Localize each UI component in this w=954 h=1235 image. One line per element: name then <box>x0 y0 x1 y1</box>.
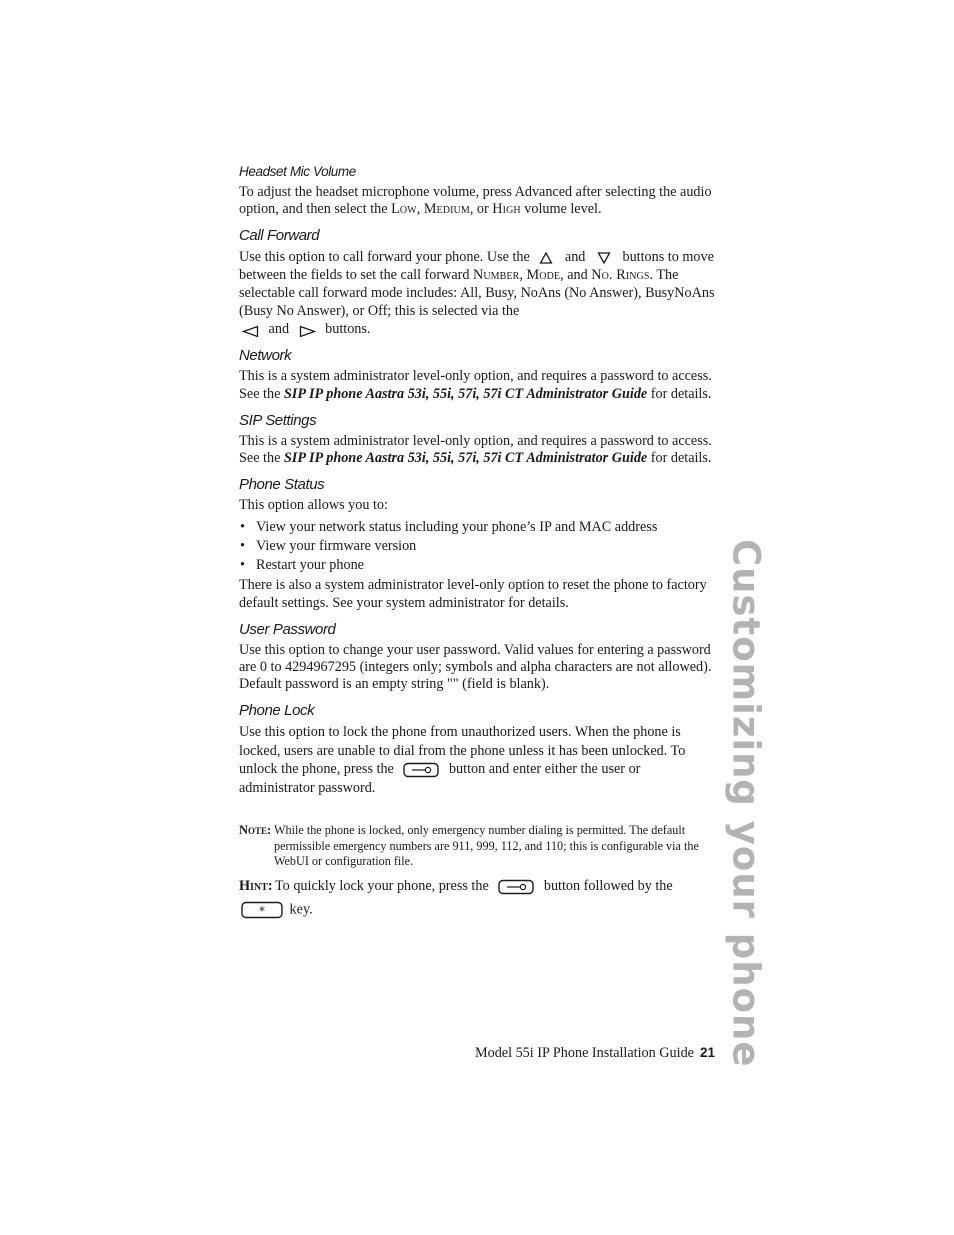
note-label: Note: <box>239 823 272 838</box>
phone-status-heading: Phone Status <box>239 476 325 494</box>
call-forward-heading: Call Forward <box>239 227 320 245</box>
page-footer <box>420 1045 715 1062</box>
headset-text: To adjust the headset microphone volume, press Advanced after selecting the audio option, and then select the Low, Medium, or High volume level. <box>239 184 712 218</box>
admin-guide-reference: SIP IP phone Aastra 53i, 55i, 57i, 57i CT Administrator Guide <box>283 385 648 402</box>
phone-lock-text: Use this option to lock the phone from unauthorized users. When the phone is locked, users are unable to dial from the phone unless it has been unlocked. To unlock the phone, press the button and enter either the user or administrator password. <box>239 724 686 796</box>
note-block <box>239 823 715 870</box>
rings-field: No. Rings <box>591 267 650 284</box>
admin-guide-reference: SIP IP phone Aastra 53i, 55i, 57i, 57i CT Administrator Guide <box>283 450 648 467</box>
network-heading: Network <box>239 347 292 365</box>
phone-status-list <box>239 518 715 575</box>
page-content <box>239 163 715 919</box>
svg-text:*: * <box>259 903 265 918</box>
mode-field: Mode <box>526 267 561 284</box>
medium-option: Medium <box>423 201 470 218</box>
options-key-icon <box>498 879 534 895</box>
page-number: 21 <box>699 1045 715 1060</box>
list-item: • Restart your phone <box>240 557 364 574</box>
call-forward-text: Use this option to call forward your phone. Use the and buttons to move between the fields to set the call forward Number, Mode, and No. Rings. The selectable call forward mode includes: All, Busy, NoAns (No Answer), BusyNoAns (Busy No Answer), or Off; this is selected via the and buttons. <box>239 249 715 338</box>
hint-label: Hint: <box>239 877 273 894</box>
chapter-side-title: Customizing your phone <box>724 538 768 1068</box>
phone-status-intro: This option allows you to: <box>239 497 388 514</box>
headset-heading: Headset Mic Volume <box>239 164 356 179</box>
hint-continuation: * key. <box>239 901 715 919</box>
sip-settings-heading: SIP Settings <box>239 411 317 429</box>
list-item: • View your firmware version <box>240 538 417 555</box>
high-option: High <box>492 201 521 218</box>
footer-text: Model 55i IP Phone Installation Guide <box>475 1045 694 1061</box>
list-item: • View your network status including your phone’s IP and MAC address <box>240 519 658 536</box>
number-field: Number <box>473 267 520 284</box>
sip-settings-text: This is a system administrator level-only option, and requires a password to access. See the SIP IP phone Aastra 53i, 55i, 57i, 57i CT Administrator Guide for details. <box>239 432 712 467</box>
phone-lock-heading: Phone Lock <box>239 702 315 720</box>
hint-block: Hint: To quickly lock your phone, press the button followed by the <box>239 874 715 898</box>
options-key-icon <box>403 762 439 778</box>
user-password-heading: User Password <box>239 620 336 638</box>
left-arrow-icon <box>242 325 259 338</box>
network-text: This is a system administrator level-only option, and requires a password to access. See the SIP IP phone Aastra 53i, 55i, 57i, 57i CT Administrator Guide for details. <box>239 368 712 402</box>
up-arrow-icon <box>539 251 553 265</box>
down-arrow-icon <box>597 251 611 265</box>
low-option: Low <box>391 201 417 218</box>
note-text: While the phone is locked, only emergency number dialing is permitted. The default permissible emergency numbers are 911, 999, 112, and 110; this is configurable via the WebUI or configuration file. <box>274 823 699 869</box>
right-arrow-icon <box>299 325 316 338</box>
user-password-text: Use this option to change your user password. Valid values for entering a password are 0 to 4294967295 (integers only; symbols and alpha characters are not allowed). Default password is an empty string "" (field is blank). <box>239 641 712 693</box>
star-key-icon <box>241 901 283 919</box>
phone-status-outro: There is also a system administrator level-only option to reset the phone to factory default settings. See your system administrator for details. <box>239 577 707 611</box>
